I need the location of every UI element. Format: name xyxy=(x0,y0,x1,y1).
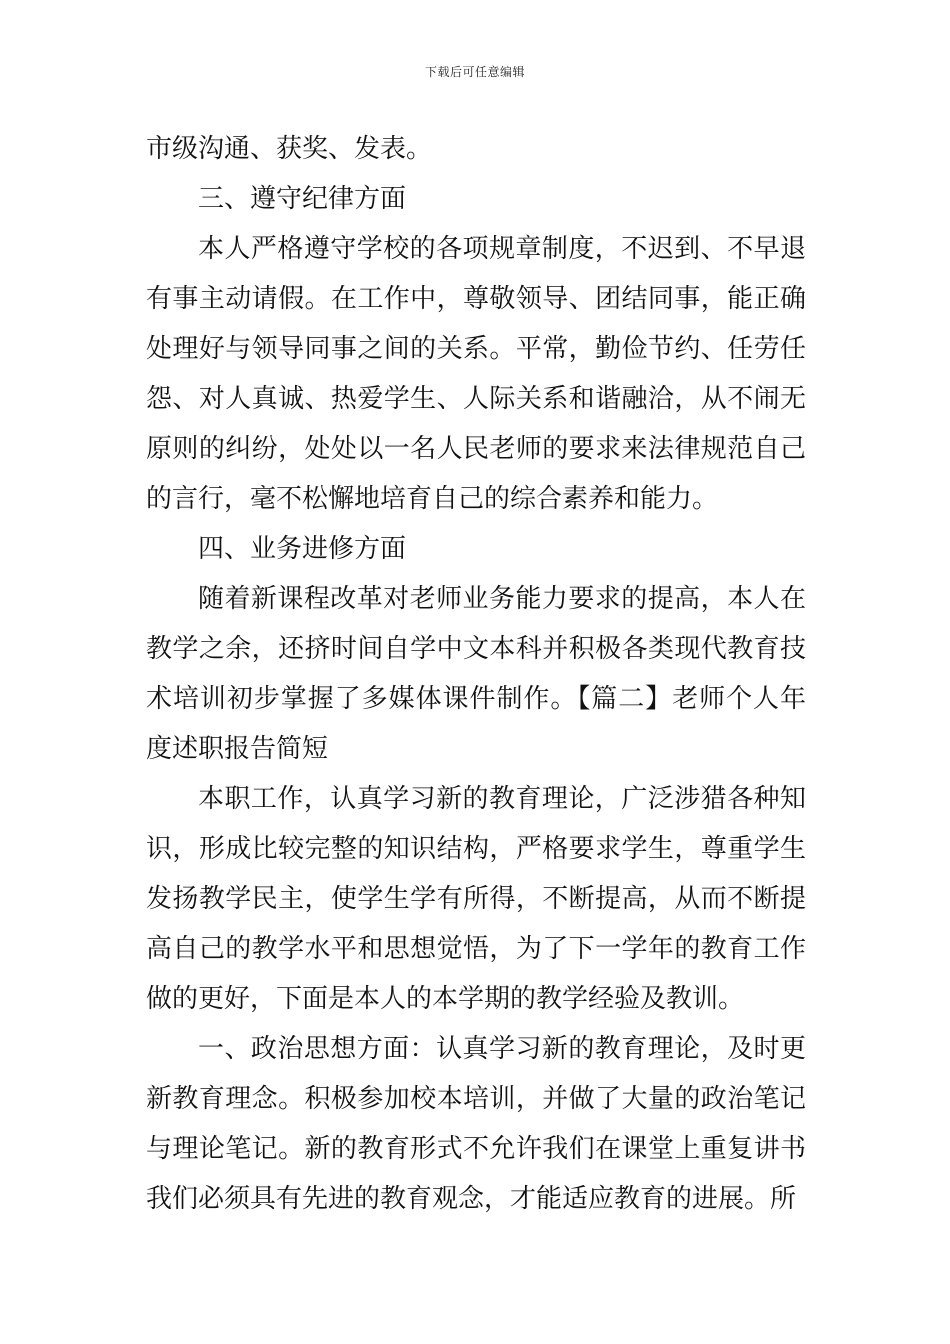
paragraph-job-overview: 本职工作，认真学习新的教育理论，广泛涉猎各种知识，形成比较完整的知识结构，严格要求学生，尊重学生发扬教学民主，使学生学有所得，不断提高，从而不断提高自己的教学水平和思想觉悟，为了下一学年的教育工作做的更好，下面是本人的本学期的教学经验及教训。 xyxy=(146,784,806,1014)
section-heading-discipline: 三、遵守纪律方面 xyxy=(198,184,407,214)
paragraph-political-thought: 一、政治思想方面：认真学习新的教育理论，及时更新教育理念。积极参加校本培训，并做了大量的政治笔记与理论笔记。新的教育形式不允许我们在课堂上重复讲书我们必须具有先进的教育观念，才能适应教育的进展。所 xyxy=(146,1034,806,1214)
paragraph-continuation: 市级沟通、获奖、发表。 xyxy=(146,134,433,164)
document-body xyxy=(146,124,806,1224)
paragraph-discipline: 本人严格遵守学校的各项规章制度，不迟到、不早退有事主动请假。在工作中，尊敬领导、团结同事，能正确处理好与领导同事之间的关系。平常，勤俭节约、任劳任怨、对人真诚、热爱学生、人际关系和谐融洽，从不闹无原则的纠纷，处处以一名人民老师的要求来法律规范自己的言行，毫不松懈地培育自己的综合素养和能力。 xyxy=(146,234,806,514)
paragraph-professional-study: 随着新课程改革对老师业务能力要求的提高，本人在教学之余，还挤时间自学中文本科并积极各类现代教育技术培训初步掌握了多媒体课件制作。【篇二】老师个人年度述职报告简短 xyxy=(146,584,806,764)
section-heading-professional-study: 四、业务进修方面 xyxy=(198,534,407,564)
page-header-note: 下载后可任意编辑 xyxy=(424,65,525,79)
